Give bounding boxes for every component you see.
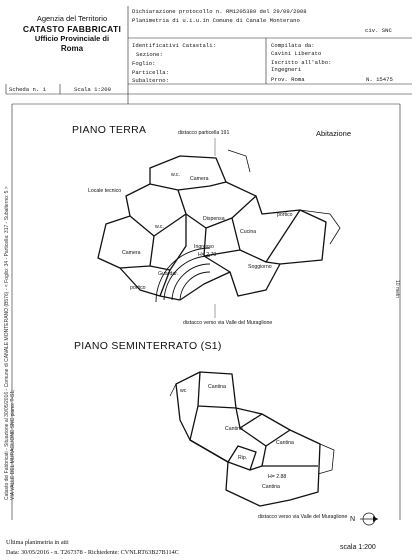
plan-basement-title: PIANO SEMINTERRATO (S1) — [74, 340, 222, 352]
subalterno-label: Subalterno: — [132, 77, 169, 84]
north-arrow-icon — [358, 510, 380, 528]
distacco-valle-label: distacco verso via Valle del Muraglione — [183, 320, 273, 326]
ufficio-city: Roma — [60, 44, 84, 53]
room-label: Cantina — [276, 440, 294, 446]
compilatore-name: Cavini Liberato — [271, 50, 322, 57]
margin-situazione-text: Catasto dei Fabbricati - Situazione al 30/05/2016 - Comune di CANALE MONTERANO (B576) - < Foglio: 34 - Particella: 317 - Subalterno: 5 > — [4, 186, 10, 500]
room-label: Guardar. — [158, 271, 179, 277]
iscritto-label: Iscritto all'albo: — [271, 59, 332, 66]
identificativi-label: Identificativi Catastali: — [132, 42, 216, 49]
foglio-label: Foglio: — [132, 60, 156, 67]
abitazione-label: Abitazione — [316, 129, 352, 138]
compilata-label: Compilata da: — [271, 42, 315, 49]
room-label: portico — [277, 212, 293, 218]
planimetria-line: Planimetria di u.i.u.in Comune di Canale Monterano — [132, 17, 300, 24]
north-label: N — [350, 516, 356, 523]
margin-address-text: VIA VALLE DEL MURAGLIONE SNC piano: T-S1; — [10, 389, 16, 500]
room-label: H= 2.88 — [268, 474, 287, 480]
room-label: Ingresso — [194, 244, 214, 250]
numero-value: N. 15475 — [366, 76, 393, 83]
civ-value: civ. SNC — [365, 27, 392, 34]
catasto-title: CATASTO FABBRICATI — [22, 24, 122, 34]
footer-scale: scala 1:200 — [340, 544, 376, 551]
data-richiedente: Data: 30/05/2016 - n. T267378 - Richiedente: CVNLRT63B27B114C — [6, 549, 179, 556]
room-label: Locale tecnico — [88, 188, 122, 194]
room-label: Cantina — [225, 426, 243, 432]
room-label: portico — [130, 285, 146, 291]
room-label: Cucina — [240, 229, 257, 235]
room-label: w.c. — [171, 172, 180, 178]
room-label: Rip. — [238, 455, 248, 461]
albo-value: Ingegneri — [271, 66, 302, 73]
ufficio-label: Ufficio Provinciale di — [34, 34, 110, 43]
distacco-particella-label: distacco particella 191 — [178, 130, 230, 136]
room-label: w.c. — [155, 224, 164, 230]
room-label: wc — [180, 388, 187, 394]
dichiarazione-line: Dichiarazione protocollo n. RM1205389 del 29/09/2008 — [132, 8, 307, 15]
prov-value: Prov. Roma — [271, 76, 305, 83]
scheda-value: Scheda n. 1 — [9, 86, 46, 93]
room-label: Cantina — [208, 384, 226, 390]
room-label: Dispensa — [203, 216, 225, 222]
room-label: Soggiorno — [248, 264, 272, 270]
room-label: Camera — [122, 250, 141, 256]
distacco-valle-label: distacco verso via Valle del Muraglione — [258, 514, 348, 520]
scala-value: Scala 1:200 — [74, 86, 111, 93]
room-label: Cantina — [262, 484, 280, 490]
side-distance-label: 10 metri — [394, 280, 400, 299]
room-label: H= 2.70 — [198, 252, 217, 258]
agency-name: Agenzia del Territorio — [36, 14, 108, 23]
sezione-label: Sezione: — [136, 51, 163, 58]
ultima-planimetria: Ultima planimetria in atti — [6, 539, 69, 546]
plan-ground-title: PIANO TERRA — [72, 124, 147, 136]
particella-label: Particella: — [132, 69, 169, 76]
room-label: Camera — [190, 176, 209, 182]
